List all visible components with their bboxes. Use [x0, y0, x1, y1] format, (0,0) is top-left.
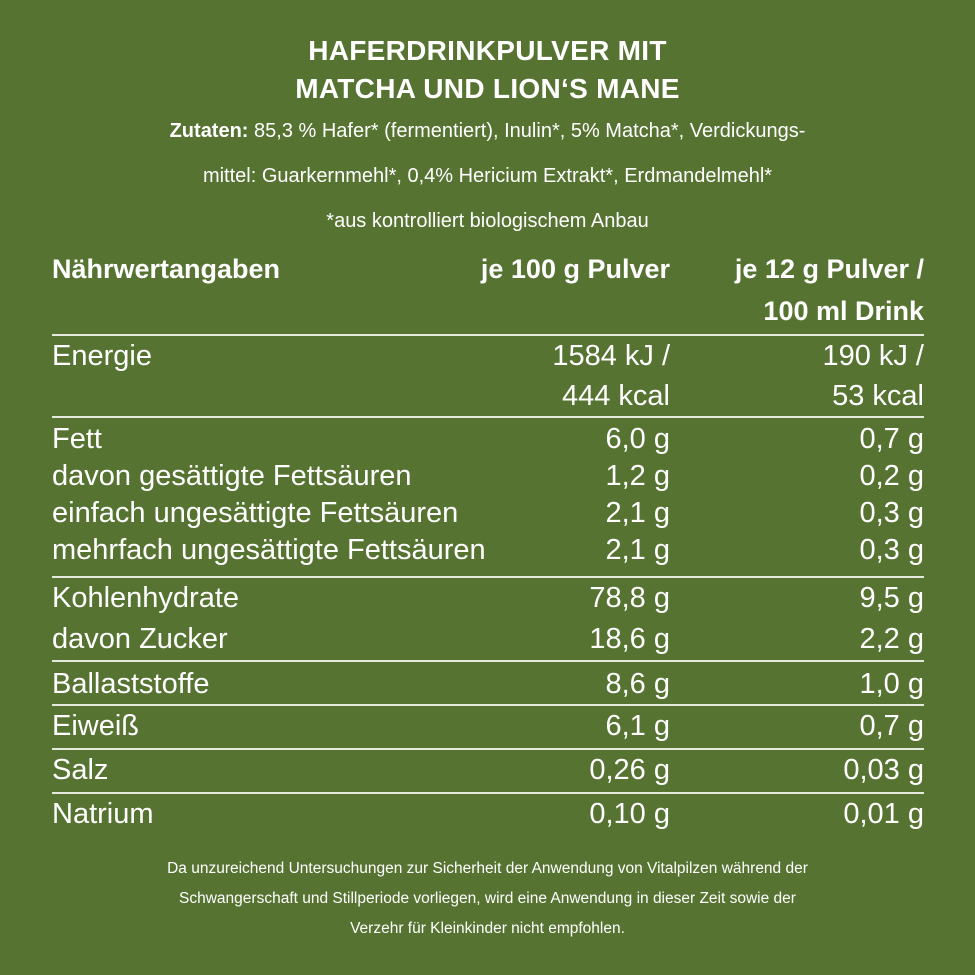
ingredients-block: [30, 116, 945, 236]
row-value-per-serving: 9,5 g: [859, 582, 924, 614]
footnote-line-2: Schwangerschaft und Stillperiode vorliegen, wird eine Anwendung in dieser Zeit sowie der: [179, 890, 796, 907]
row-value-per-serving: 0,01 g: [843, 798, 924, 830]
energy-group: [52, 334, 924, 416]
table-row-energy: [52, 336, 924, 416]
row-label: davon gesättigte Fettsäuren: [52, 460, 412, 492]
table-row: [52, 492, 924, 529]
table-row: [52, 529, 924, 566]
footnote-line-3: Verzehr für Kleinkinder nicht empfohlen.: [350, 920, 625, 937]
header-per-serving-line-2: 100 ml Drink: [763, 296, 924, 326]
row-value-per-serving: 0,7 g: [859, 423, 924, 455]
row-value-per-100g: 6,1 g: [605, 710, 670, 742]
row-value-per-100g: 8,6 g: [605, 668, 670, 700]
pregnancy-warning-footnote: [40, 854, 935, 944]
row-value-per-100g: 1,2 g: [605, 460, 670, 492]
row-label: mehrfach ungesättigte Fettsäuren: [52, 534, 486, 566]
header-per-100g: je 100 g Pulver: [480, 254, 670, 284]
table-row: [52, 706, 924, 748]
table-row: [52, 418, 924, 455]
row-label: Eiweiß: [52, 710, 140, 742]
header-per-serving-line-1: je 12 g Pulver /: [734, 254, 924, 284]
product-title-line-2: MATCHA UND LION‘S MANE: [295, 73, 680, 104]
table-row: [52, 455, 924, 492]
energy-label: Energie: [52, 340, 152, 372]
fibre-group: [52, 660, 924, 704]
nutrition-table: [52, 248, 924, 836]
energy-per-serving: [822, 336, 924, 416]
salt-group: [52, 748, 924, 792]
ingredients-text-1: 85,3 % Hafer* (fermentiert), Inulin*, 5% Matcha*, Verdickungs-: [248, 120, 806, 142]
fat-group: [52, 416, 924, 576]
protein-group: [52, 704, 924, 748]
row-value-per-serving: 0,03 g: [843, 754, 924, 786]
footnote-line-1: Da unzureichend Untersuchungen zur Sicherheit der Anwendung von Vitalpilzen während der: [167, 860, 808, 877]
energy-per-100g-kj: 1584 kJ /: [552, 340, 670, 372]
table-row: [52, 794, 924, 836]
row-value-per-100g: 78,8 g: [589, 582, 670, 614]
nutrition-table-header: [52, 248, 924, 334]
row-value-per-100g: 6,0 g: [605, 423, 670, 455]
table-row: [52, 578, 924, 619]
ingredients-label: Zutaten:: [169, 120, 249, 142]
sodium-group: [52, 792, 924, 836]
row-value-per-serving: 2,2 g: [859, 623, 924, 655]
row-label: davon Zucker: [52, 623, 228, 655]
table-row: [52, 619, 924, 660]
row-value-per-serving: 1,0 g: [859, 668, 924, 700]
energy-per-100g: [552, 336, 670, 416]
row-label: Fett: [52, 423, 102, 455]
energy-per-serving-kj: 190 kJ /: [822, 340, 924, 372]
row-label: Natrium: [52, 798, 154, 830]
row-label: einfach ungesättigte Fettsäuren: [52, 497, 459, 529]
carbohydrates-group: [52, 576, 924, 660]
row-value-per-100g: 2,1 g: [605, 497, 670, 529]
row-value-per-serving: 0,3 g: [859, 534, 924, 566]
header-per-serving: [735, 248, 924, 332]
row-value-per-100g: 0,10 g: [589, 798, 670, 830]
energy-per-100g-kcal: 444 kcal: [561, 380, 670, 412]
row-label: Salz: [52, 754, 109, 786]
table-row: [52, 750, 924, 792]
row-value-per-serving: 0,7 g: [859, 710, 924, 742]
ingredients-line-2: mittel: Guarkernmehl*, 0,4% Hericium Extrakt*, Erdmandelmehl*: [202, 165, 773, 187]
row-value-per-serving: 0,2 g: [859, 460, 924, 492]
row-value-per-serving: 0,3 g: [859, 497, 924, 529]
ingredients-line-1: [30, 116, 945, 146]
header-nutrition-facts: Nährwertangaben: [52, 254, 281, 284]
row-value-per-100g: 18,6 g: [589, 623, 670, 655]
row-label: Ballaststoffe: [52, 668, 210, 700]
row-label: Kohlenhydrate: [52, 582, 240, 614]
table-row: [52, 662, 924, 704]
row-value-per-100g: 0,26 g: [589, 754, 670, 786]
energy-per-serving-kcal: 53 kcal: [832, 380, 924, 412]
organic-note: *aus kontrolliert biologischem Anbau: [326, 210, 649, 232]
product-title: [0, 32, 975, 108]
product-title-line-1: HAFERDRINKPULVER MIT: [308, 35, 667, 66]
row-value-per-100g: 2,1 g: [605, 534, 670, 566]
